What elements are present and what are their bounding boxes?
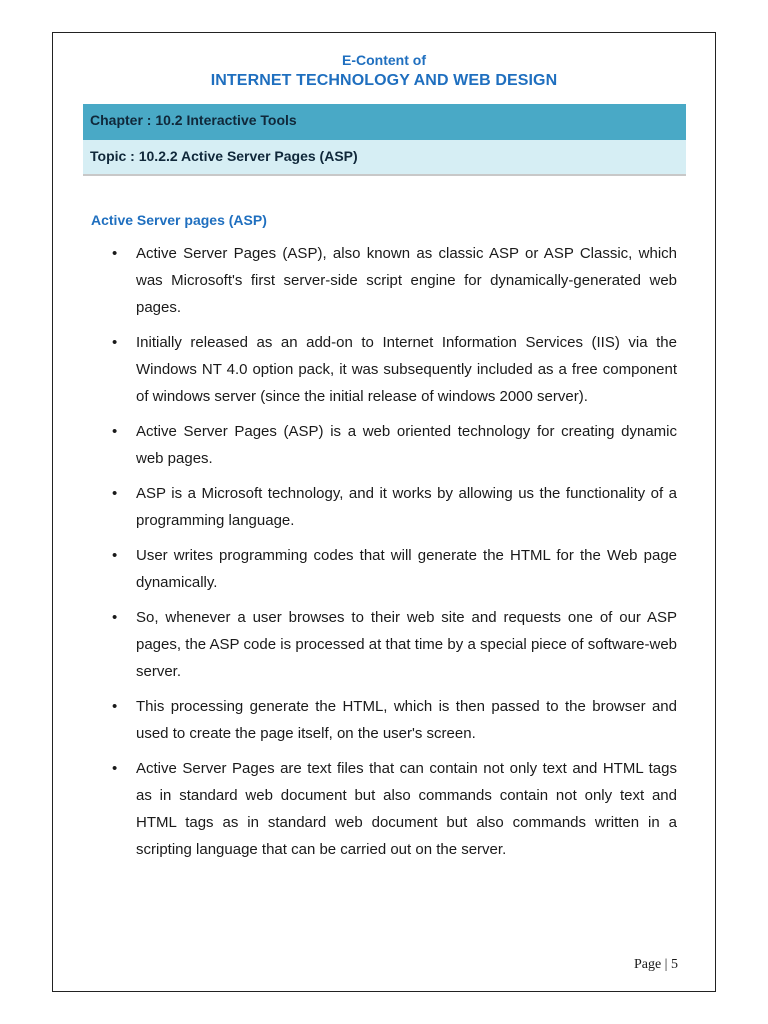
- bullet-icon: •: [112, 245, 118, 262]
- list-item-text: Active Server Pages (ASP), also known as classic ASP or ASP Classic, which was Microsoft's first server-side script engine for dynamically-generated web pages.: [136, 245, 677, 316]
- list-item: [110, 480, 677, 534]
- bullet-icon: •: [112, 609, 118, 626]
- bullet-icon: •: [112, 485, 118, 502]
- list-item-text: User writes programming codes that will generate the HTML for the Web page dynamically.: [136, 547, 677, 591]
- list-item-text: Active Server Pages (ASP) is a web oriented technology for creating dynamic web pages.: [136, 423, 677, 467]
- bullet-icon: •: [112, 334, 118, 351]
- bullet-icon: •: [112, 547, 118, 564]
- list-item: [110, 693, 677, 747]
- document-title: INTERNET TECHNOLOGY AND WEB DESIGN: [210, 72, 558, 89]
- list-item: [110, 329, 677, 410]
- list-item-text: Active Server Pages are text files that can contain not only text and HTML tags as in standard web document but also commands contain not only text and HTML tags as in standard web document but also commands written in a scripting language that can be carried out on the server.: [136, 760, 677, 858]
- bullet-icon: •: [112, 760, 118, 777]
- bullet-icon: •: [112, 698, 118, 715]
- page-number: Page | 5: [633, 957, 678, 972]
- list-item-text: This processing generate the HTML, which is then passed to the browser and used to create the page itself, on the user's screen.: [136, 698, 677, 742]
- list-item: [110, 542, 677, 596]
- bullet-icon: •: [112, 423, 118, 440]
- chapter-label: Chapter : 10.2 Interactive Tools: [90, 112, 297, 128]
- list-item-text: So, whenever a user browses to their web site and requests one of our ASP pages, the ASP code is processed at that time by a special piece of software-web server.: [136, 609, 677, 680]
- list-item: [110, 418, 677, 472]
- section-heading: Active Server pages (ASP): [91, 212, 267, 228]
- topic-label: Topic : 10.2.2 Active Server Pages (ASP): [90, 148, 358, 164]
- bullet-list: [110, 240, 677, 871]
- list-item: [110, 604, 677, 685]
- document-subtitle: E-Content of: [342, 52, 426, 68]
- topic-banner: [83, 140, 686, 176]
- list-item-text: Initially released as an add-on to Internet Information Services (IIS) via the Windows NT 4.0 option pack, it was subsequently included as a free component of windows server (since the initial release of windows 2000 server).: [136, 334, 677, 405]
- chapter-banner: [83, 104, 686, 140]
- list-item: [110, 240, 677, 321]
- list-item: [110, 755, 677, 863]
- list-item-text: ASP is a Microsoft technology, and it works by allowing us the functionality of a programming language.: [136, 485, 677, 529]
